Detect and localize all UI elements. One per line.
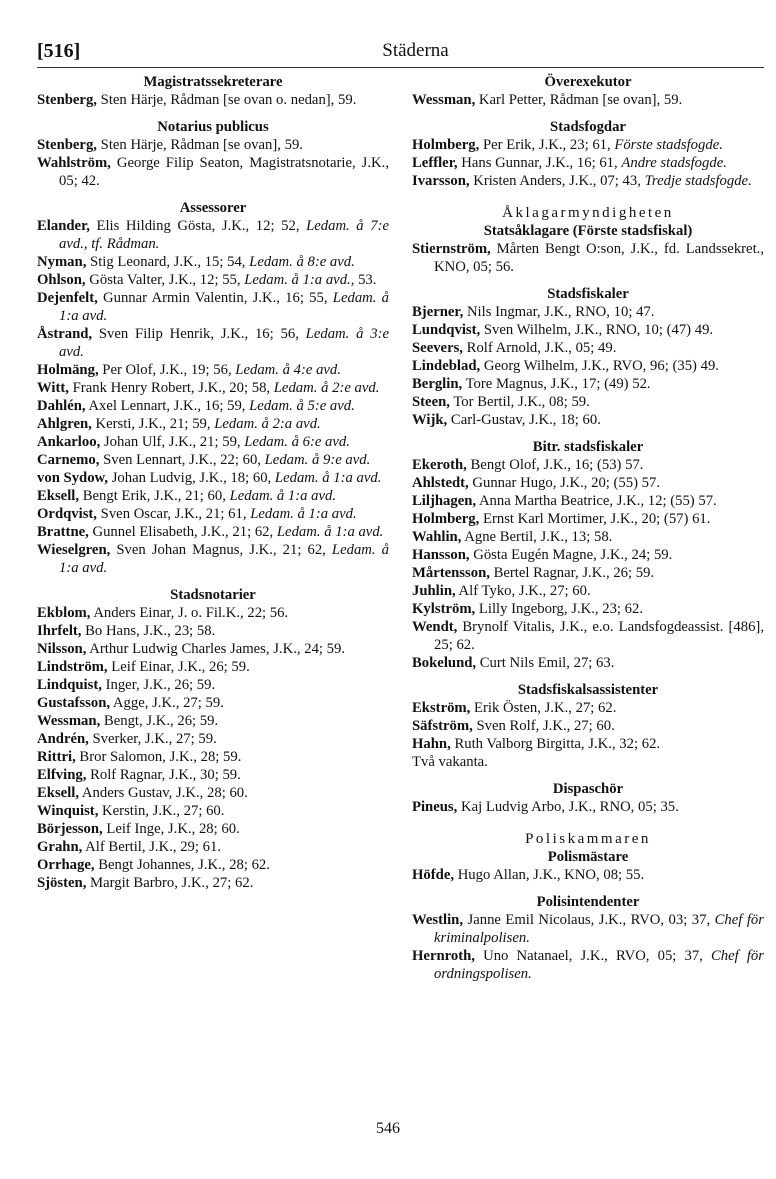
directory-entry — [412, 798, 764, 816]
entry-details: Carl-Gustav, J.K., 18; 60. — [447, 412, 601, 428]
entry-note: Ledam. å 1:a avd. — [229, 488, 337, 504]
entry-name: Wessman, — [412, 92, 476, 108]
entry-note: Ledam. å 2:e avd. — [273, 380, 380, 396]
section-subheading: Överexekutor — [544, 74, 632, 90]
entry-name: Mårtensson, — [412, 565, 490, 581]
entry-details: Hugo Allan, J.K., KNO, 08; 55. — [454, 867, 645, 883]
entry-name: Ohlson, — [37, 272, 86, 288]
directory-entry — [412, 492, 764, 510]
page-number: 546 — [376, 1120, 400, 1137]
entry-details: Erik Östen, J.K., 27; 62. — [470, 700, 617, 716]
entry-name: Wieselgren, — [37, 542, 111, 558]
section-subheading: Magistratssekreterare — [143, 74, 283, 90]
entry-note: Ledam. å 3:e avd. — [59, 326, 389, 360]
entry-name: von Sydow, — [37, 470, 109, 486]
entry-details: Sven Rolf, J.K., 27; 60. — [472, 718, 615, 734]
entry-details: Sven Oscar, J.K., 21; 61, — [96, 506, 251, 522]
section-subheading: Stadsfogdar — [550, 119, 626, 135]
directory-entry — [412, 947, 764, 983]
entry-details: Sverker, J.K., 27; 59. — [88, 731, 217, 747]
entry-details: Stig Leonard, J.K., 15; 54, — [86, 254, 250, 270]
entry-note: Ledam. å 4:e avd. — [235, 362, 341, 378]
directory-entry — [37, 874, 389, 892]
entry-note: Ledam. å 2:a avd. — [214, 416, 321, 432]
entry-name: Lindström, — [37, 659, 108, 675]
directory-entry — [37, 541, 389, 577]
directory-entry — [37, 838, 389, 856]
entry-name: Wahlström, — [37, 155, 111, 171]
entry-name: Berglin, — [412, 376, 463, 392]
directory-entry — [412, 564, 764, 582]
entry-name: Ekström, — [412, 700, 471, 716]
directory-entry — [37, 325, 389, 361]
entry-details: Anna Martha Beatrice, J.K., 12; (55) 57. — [476, 493, 717, 509]
entry-details: Bengt Olof, J.K., 16; (53) 57. — [466, 457, 644, 473]
entry-name: Pineus, — [412, 799, 458, 815]
entry-details: Bo Hans, J.K., 23; 58. — [81, 623, 216, 639]
entry-details: Per Olof, J.K., 19; 56, — [98, 362, 236, 378]
entry-note: Ledam. å 5:e avd. — [249, 398, 355, 414]
entry-note: Chef för kriminalpolisen. — [434, 912, 764, 946]
directory-entry — [412, 357, 764, 375]
entry-name: Eksell, — [37, 785, 80, 801]
entry-name: Stiernström, — [412, 241, 491, 257]
directory-entry — [412, 240, 764, 276]
directory-entry — [37, 415, 389, 433]
entry-details: Gunnar Hugo, J.K., 20; (55) 57. — [468, 475, 661, 491]
directory-entry — [37, 694, 389, 712]
entry-note: Ledam. å 1:a avd. — [250, 506, 357, 522]
entry-name: Carnemo, — [37, 452, 100, 468]
entry-details: Bengt, J.K., 26; 59. — [100, 713, 219, 729]
section-subheading: Stadsnotarier — [170, 587, 256, 603]
entry-name: Wijk, — [412, 412, 448, 428]
entry-name: Juhlin, — [412, 583, 456, 599]
section-heading: Åklagarmyndigheten — [502, 205, 674, 221]
entry-name: Orrhage, — [37, 857, 95, 873]
header-rule — [37, 67, 764, 68]
entry-details: Gunnel Elisabeth, J.K., 21; 62, — [88, 524, 277, 540]
section-subheading: Polismästare — [547, 849, 629, 865]
entry-name: Leffler, — [412, 155, 458, 171]
entry-details: Sten Härje, Rådman [se ovan o. nedan], 59. — [96, 92, 357, 108]
entry-details: Karl Petter, Rådman [se ovan], 59. — [475, 92, 683, 108]
page-label: [516] — [37, 40, 81, 62]
directory-entry — [412, 339, 764, 357]
directory-entry — [37, 523, 389, 541]
entry-name: Hernroth, — [412, 948, 475, 964]
directory-entry — [37, 271, 389, 289]
entry-name: Holmberg, — [412, 137, 480, 153]
entry-name: Säfström, — [412, 718, 473, 734]
entry-details: Bengt Erik, J.K., 21; 60, — [79, 488, 230, 504]
entry-details: Elis Hilding Gösta, J.K., 12; 52, — [89, 218, 307, 234]
directory-entry — [37, 253, 389, 271]
section-subheading: Statsåklagare (Förste stadsfiskal) — [483, 223, 693, 239]
entry-details: Axel Lennart, J.K., 16; 59, — [85, 398, 250, 414]
entry-details: Agne Bertil, J.K., 13; 58. — [461, 529, 613, 545]
entry-note: Ledam. å 7:e avd., tf. Rådman. — [59, 218, 389, 252]
entry-details: Brynolf Vitalis, J.K., e.o. Landsfogdeassist. [486], 25; 62. — [434, 619, 764, 653]
entry-name: Ekeroth, — [412, 457, 467, 473]
entry-details: Gunnar Armin Valentin, J.K., 16; 55, — [97, 290, 333, 306]
directory-entry — [37, 289, 389, 325]
directory-entry — [37, 361, 389, 379]
entry-name: Sjösten, — [37, 875, 87, 891]
entry-name: Winquist, — [37, 803, 99, 819]
entry-name: Höfde, — [412, 867, 455, 883]
directory-entry — [412, 154, 764, 172]
directory-entry — [37, 379, 389, 397]
entry-name: Wessman, — [37, 713, 101, 729]
entry-details: Kaj Ludvig Arbo, J.K., RNO, 05; 35. — [457, 799, 679, 815]
directory-entry — [412, 393, 764, 411]
directory-entry — [412, 510, 764, 528]
directory-entry — [412, 91, 764, 109]
entry-details: Frank Henry Robert, J.K., 20; 58, — [68, 380, 274, 396]
directory-entry — [37, 712, 389, 730]
entry-details: George Filip Seaton, Magistratsnotarie, J.K., 05; 42. — [59, 155, 389, 189]
entry-details: Anders Einar, J. o. Fil.K., 22; 56. — [90, 605, 289, 621]
entry-name: Rittri, — [37, 749, 76, 765]
entry-details: Sven Filip Henrik, J.K., 16; 56, — [92, 326, 306, 342]
entry-name: Ahlstedt, — [412, 475, 469, 491]
directory-entry — [412, 375, 764, 393]
entry-name: Ihrfelt, — [37, 623, 82, 639]
directory-entry — [412, 474, 764, 492]
entry-note: Chef för ordningspolisen. — [434, 948, 764, 982]
directory-entry — [37, 604, 389, 622]
entry-name: Nilsson, — [37, 641, 87, 657]
entry-name: Börjesson, — [37, 821, 103, 837]
directory-entry — [412, 411, 764, 429]
entry-details: Alf Tyko, J.K., 27; 60. — [455, 583, 591, 599]
entry-note: Ledam. å 1:a avd. — [59, 542, 389, 576]
entry-note: Ledam. å 1:a avd. — [59, 290, 390, 324]
entry-details: Anders Gustav, J.K., 28; 60. — [79, 785, 248, 801]
directory-entry — [37, 487, 389, 505]
directory-entry — [412, 600, 764, 618]
entry-name: Witt, — [37, 380, 69, 396]
entry-name: Stenberg, — [37, 137, 97, 153]
entry-note: Ledam. å 1:a avd. — [276, 524, 384, 540]
entry-note: Ledam. å 1:a avd., — [244, 272, 355, 288]
directory-entry — [37, 433, 389, 451]
directory-entry — [37, 766, 389, 784]
directory-entry — [412, 654, 764, 672]
entry-note: Ledam. å 1:a avd. — [274, 470, 382, 486]
entry-note: Tredje stadsfogde. — [644, 173, 752, 189]
entry-details: Sven Johan Magnus, J.K., 21; 62, — [110, 542, 332, 558]
entry-note: Andre stadsfogde. — [621, 155, 727, 171]
directory-entry — [412, 303, 764, 321]
entry-name: Liljhagen, — [412, 493, 477, 509]
directory-entry — [37, 154, 389, 190]
entry-name: Bokelund, — [412, 655, 477, 671]
entry-details: Sven Lennart, J.K., 22; 60, — [99, 452, 265, 468]
entry-details: Kristen Anders, J.K., 07; 43, — [469, 173, 645, 189]
entry-note: Ledam. å 9:e avd. — [264, 452, 371, 468]
directory-entry — [37, 802, 389, 820]
entry-details: Hans Gunnar, J.K., 16; 61, — [457, 155, 622, 171]
section-subheading: Stadsfiskalsassistenter — [517, 682, 659, 698]
entry-details: Margit Barbro, J.K., 27; 62. — [86, 875, 254, 891]
section-subheading: Stadsfiskaler — [547, 286, 629, 302]
entry-details: Bertel Ragnar, J.K., 26; 59. — [489, 565, 655, 581]
directory-entry — [37, 676, 389, 694]
directory-entry — [37, 658, 389, 676]
directory-entry — [37, 640, 389, 658]
entry-details-tail: 53. — [354, 272, 377, 288]
entry-name: Nyman, — [37, 254, 87, 270]
entry-details: Ruth Valborg Birgitta, J.K., 32; 62. — [450, 736, 661, 752]
directory-entry — [37, 451, 389, 469]
directory-entry — [412, 136, 764, 154]
entry-note: Förste stadsfogde. — [614, 137, 723, 153]
directory-entry — [412, 735, 764, 753]
entry-details: Johan Ludvig, J.K., 18; 60, — [108, 470, 275, 486]
entry-details: Inger, J.K., 26; 59. — [101, 677, 216, 693]
entry-details: Sten Härje, Rådman [se ovan], 59. — [96, 137, 303, 153]
entry-details: Kersti, J.K., 21; 59, — [91, 416, 215, 432]
section-heading: Poliskammaren — [525, 831, 651, 847]
directory-entry — [412, 582, 764, 600]
entry-name: Dahlén, — [37, 398, 86, 414]
entry-note: Ledam. å 8:e avd. — [249, 254, 355, 270]
entry-details: Johan Ulf, J.K., 21; 59, — [100, 434, 245, 450]
entry-details: Leif Inge, J.K., 28; 60. — [102, 821, 240, 837]
directory-entry — [412, 456, 764, 474]
entry-details: Bengt Johannes, J.K., 28; 62. — [94, 857, 270, 873]
directory-entry — [412, 699, 764, 717]
entry-name: Ankarloo, — [37, 434, 101, 450]
entry-details: Rolf Ragnar, J.K., 30; 59. — [86, 767, 241, 783]
section-subheading: Notarius publicus — [157, 119, 269, 135]
right-column — [412, 73, 764, 983]
directory-entry — [37, 748, 389, 766]
directory-entry — [412, 172, 764, 190]
entry-name: Wendt, — [412, 619, 458, 635]
directory-entry — [412, 321, 764, 339]
entry-name: Andrén, — [37, 731, 89, 747]
entry-name: Ekblom, — [37, 605, 91, 621]
entry-name: Bjerner, — [412, 304, 464, 320]
entry-details: Bror Salomon, J.K., 28; 59. — [75, 749, 242, 765]
entry-details: Georg Wilhelm, J.K., RVO, 96; (35) 49. — [480, 358, 719, 374]
entry-details: Janne Emil Nicolaus, J.K., RVO, 03; 37, — [463, 912, 715, 928]
entry-details: Nils Ingmar, J.K., RNO, 10; 47. — [463, 304, 655, 320]
entry-name: Holmäng, — [37, 362, 99, 378]
entry-name: Gustafsson, — [37, 695, 111, 711]
entry-details: Lilly Ingeborg, J.K., 23; 62. — [475, 601, 644, 617]
entry-details: Agge, J.K., 27; 59. — [110, 695, 224, 711]
directory-entry — [37, 622, 389, 640]
entry-details: Sven Wilhelm, J.K., RNO, 10; (47) 49. — [480, 322, 714, 338]
entry-name: Åstrand, — [37, 326, 93, 342]
entry-details: Ernst Karl Mortimer, J.K., 20; (57) 61. — [479, 511, 711, 527]
entry-name: Seevers, — [412, 340, 463, 356]
entry-name: Ahlgren, — [37, 416, 92, 432]
entry-details: Tore Magnus, J.K., 17; (49) 52. — [462, 376, 651, 392]
entry-details: Gösta Eugén Magne, J.K., 24; 59. — [469, 547, 673, 563]
entry-details: Per Erik, J.K., 23; 61, — [479, 137, 615, 153]
entry-details: Alf Bertil, J.K., 29; 61. — [82, 839, 222, 855]
entry-name: Hahn, — [412, 736, 451, 752]
directory-entry — [412, 528, 764, 546]
vacancy-note: Två vakanta. — [412, 754, 488, 770]
entry-name: Hansson, — [412, 547, 470, 563]
directory-entry — [37, 505, 389, 523]
entry-name: Ivarsson, — [412, 173, 470, 189]
section-subheading: Polisintendenter — [536, 894, 640, 910]
directory-entry — [412, 911, 764, 947]
entry-name: Lindeblad, — [412, 358, 481, 374]
entry-name: Lindquist, — [37, 677, 102, 693]
directory-entry — [37, 397, 389, 415]
directory-entry — [37, 469, 389, 487]
entry-name: Brattne, — [37, 524, 89, 540]
entry-details: Leif Einar, J.K., 26; 59. — [107, 659, 250, 675]
directory-entry — [37, 136, 389, 154]
entry-details: Mårten Bengt O:son, J.K., fd. Landssekret., KNO, 05; 56. — [434, 241, 764, 275]
entry-name: Eksell, — [37, 488, 80, 504]
section-subheading: Bitr. stadsfiskaler — [532, 439, 644, 455]
directory-entry — [37, 730, 389, 748]
entry-details: Rolf Arnold, J.K., 05; 49. — [462, 340, 617, 356]
left-column — [37, 73, 389, 892]
section-subheading: Dispaschör — [552, 781, 624, 797]
entry-note: Ledam. å 6:e avd. — [244, 434, 350, 450]
directory-entry — [37, 91, 389, 109]
entry-name: Dejenfelt, — [37, 290, 98, 306]
entry-name: Grahn, — [37, 839, 83, 855]
directory-entry — [412, 546, 764, 564]
entry-details: Gösta Valter, J.K., 12; 55, — [85, 272, 245, 288]
entry-name: Stenberg, — [37, 92, 97, 108]
directory-entry — [37, 217, 389, 253]
entry-details: Kerstin, J.K., 27; 60. — [98, 803, 225, 819]
entry-details: Curt Nils Emil, 27; 63. — [476, 655, 615, 671]
entry-name: Elfving, — [37, 767, 87, 783]
directory-entry — [412, 618, 764, 654]
entry-name: Wahlin, — [412, 529, 462, 545]
entry-name: Kylström, — [412, 601, 476, 617]
directory-entry — [37, 820, 389, 838]
section-subheading: Assessorer — [179, 200, 247, 216]
entry-details: Uno Natanael, J.K., RVO, 05; 37, — [474, 948, 711, 964]
entry-name: Westlin, — [412, 912, 464, 928]
page-title: Städerna — [382, 40, 449, 61]
entry-name: Steen, — [412, 394, 450, 410]
entry-details: Arthur Ludwig Charles James, J.K., 24; 59. — [86, 641, 346, 657]
directory-entry — [37, 784, 389, 802]
running-header — [37, 40, 764, 64]
directory-entry — [37, 856, 389, 874]
entry-name: Elander, — [37, 218, 90, 234]
directory-entry — [412, 866, 764, 884]
entry-details: Tor Bertil, J.K., 08; 59. — [449, 394, 590, 410]
entry-name: Holmberg, — [412, 511, 480, 527]
directory-entry — [412, 717, 764, 735]
entry-name: Lundqvist, — [412, 322, 481, 338]
entry-name: Ordqvist, — [37, 506, 97, 522]
